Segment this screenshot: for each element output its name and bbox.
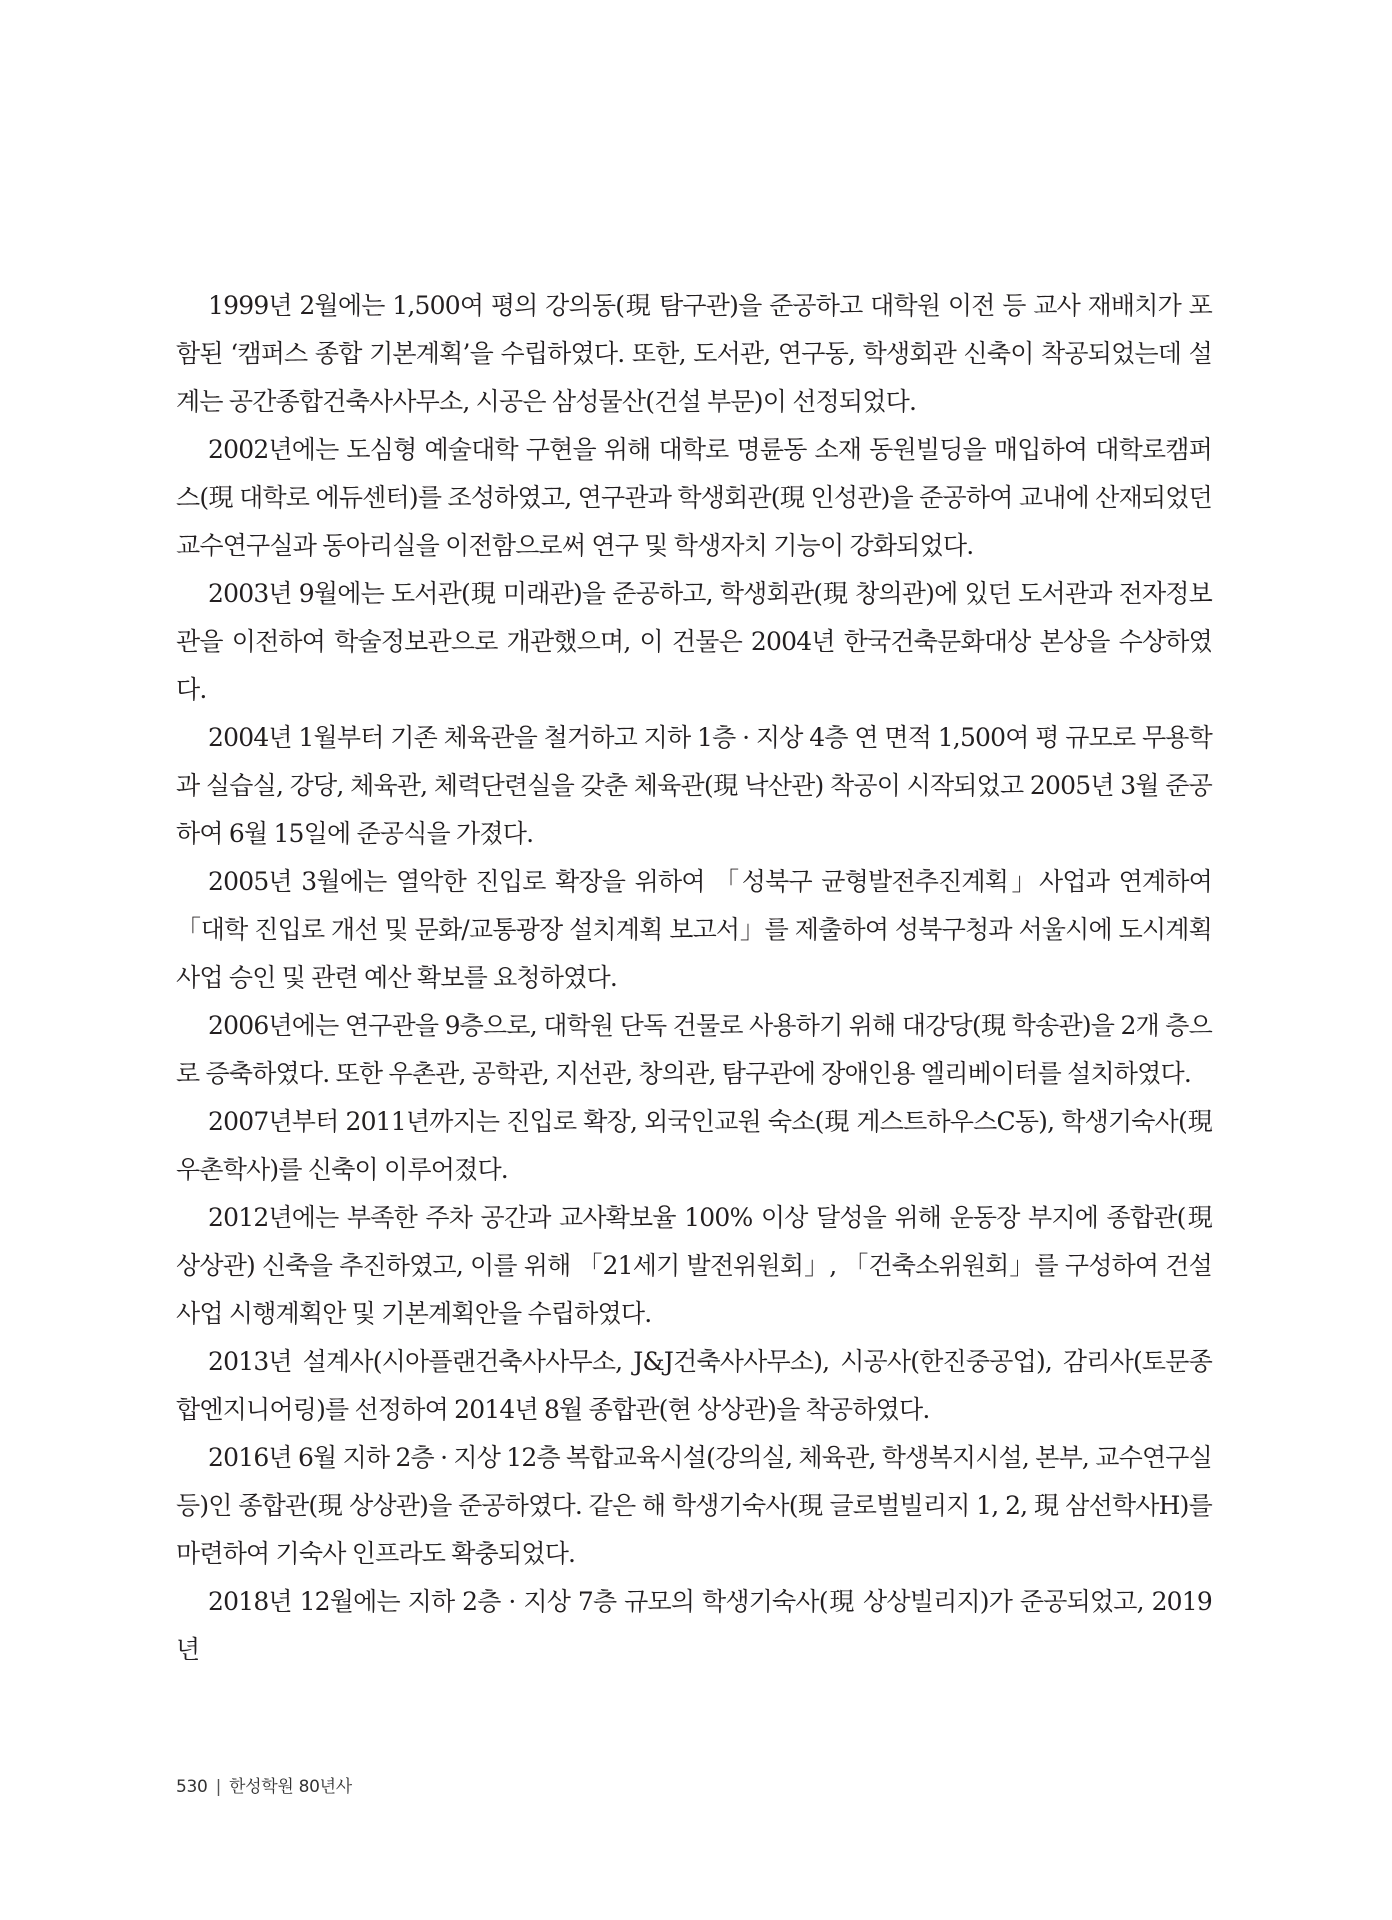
paragraph-2003: 2003년 9월에는 도서관(現 미래관)을 준공하고, 학생회관(現 창의관)에 있던 도서관과 전자정보관을 이전하여 학술정보관으로 개관했으며, 이 건물은 2004년 한국건축문화대상 본상을 수상하였다. [176, 579, 1212, 704]
page-number: 530 [176, 1777, 208, 1797]
paragraph-2007: 2007년부터 2011년까지는 진입로 확장, 외국인교원 숙소(現 게스트하우스C동), 학생기숙사(現 우촌학사)를 신축이 이루어졌다. [176, 1107, 1212, 1184]
paragraph-2002: 2002년에는 도심형 예술대학 구현을 위해 대학로 명륜동 소재 동원빌딩을 매입하여 대학로캠퍼스(現 대학로 에듀센터)를 조성하였고, 연구관과 학생회관(現 인성관)을 준공하여 교내에 산재되었던 교수연구실과 동아리실을 이전함으로써 연구 및 학생자치 기능이 강화되었다. [176, 435, 1212, 560]
paragraph-2013: 2013년 설계사(시아플랜건축사사무소, J&J건축사사무소), 시공사(한진중공업), 감리사(토문종합엔지니어링)를 선정하여 2014년 8월 종합관(현 상상관)을 착공하였다. [176, 1347, 1212, 1424]
paragraph-2005: 2005년 3월에는 열악한 진입로 확장을 위하여 「성북구 균형발전추진계획」사업과 연계하여 「대학 진입로 개선 및 문화/교통광장 설치계획 보고서」를 제출하여 성북구청과 서울시에 도시계획사업 승인 및 관련 예산 확보를 요청하였다. [176, 867, 1212, 992]
paragraph-1999: 1999년 2월에는 1,500여 평의 강의동(現 탐구관)을 준공하고 대학원 이전 등 교사 재배치가 포함된 ‘캠퍼스 종합 기본계획’을 수립하였다. 또한, 도서관, 연구동, 학생회관 신축이 착공되었는데 설계는 공간종합건축사사무소, 시공은 삼성물산(건설 부문)이 선정되었다. [176, 291, 1212, 416]
paragraph-2006: 2006년에는 연구관을 9층으로, 대학원 단독 건물로 사용하기 위해 대강당(現 학송관)을 2개 층으로 증축하였다. 또한 우촌관, 공학관, 지선관, 창의관, 탐구관에 장애인용 엘리베이터를 설치하였다. [176, 1011, 1212, 1088]
paragraph-2018: 2018년 12월에는 지하 2층 · 지상 7층 규모의 학생기숙사(現 상상빌리지)가 준공되었고, 2019년 [176, 1587, 1212, 1664]
page-footer [176, 1772, 352, 1797]
book-title: 한성학원 80년사 [229, 1777, 352, 1797]
paragraph-2012: 2012년에는 부족한 주차 공간과 교사확보율 100% 이상 달성을 위해 운동장 부지에 종합관(現 상상관) 신축을 추진하였고, 이를 위해 「21세기 발전위원회」, 「건축소위원회」를 구성하여 건설사업 시행계획안 및 기본계획안을 수립하였다. [176, 1203, 1212, 1328]
body-text [176, 282, 1212, 1674]
paragraph-2004: 2004년 1월부터 기존 체육관을 철거하고 지하 1층 · 지상 4층 연 면적 1,500여 평 규모로 무용학과 실습실, 강당, 체육관, 체력단련실을 갖춘 체육관(現 낙산관) 착공이 시작되었고 2005년 3월 준공하여 6월 15일에 준공식을 가졌다. [176, 723, 1212, 848]
footer-separator: | [215, 1777, 221, 1797]
paragraph-2016: 2016년 6월 지하 2층 · 지상 12층 복합교육시설(강의실, 체육관, 학생복지시설, 본부, 교수연구실 등)인 종합관(現 상상관)을 준공하였다. 같은 해 학생기숙사(現 글로벌빌리지 1, 2, 現 삼선학사H)를 마련하여 기숙사 인프라도 확충되었다. [176, 1443, 1212, 1568]
